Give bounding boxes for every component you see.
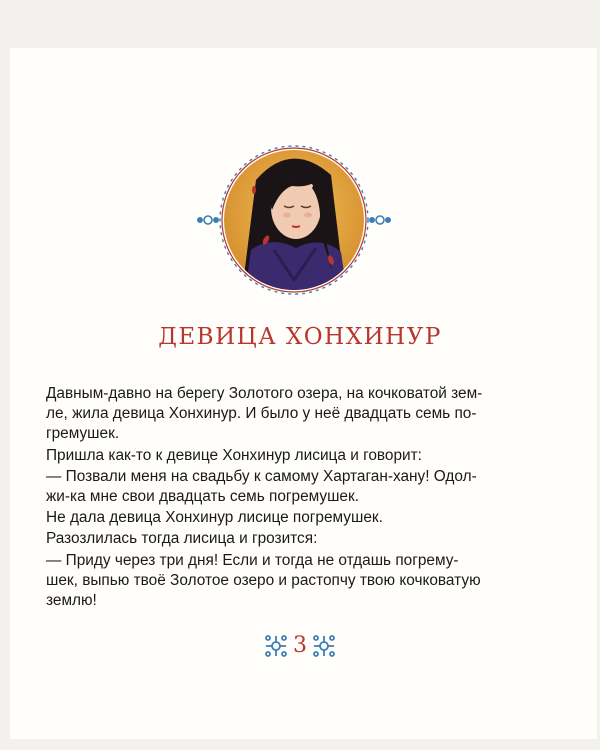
paragraph: Не дала девица Хонхинур лисице погремушек. <box>46 509 383 527</box>
story-title: ДЕВИЦА ХОНХИНУР <box>158 324 442 350</box>
paragraph: Разозлилась тогда лисица и грозится: <box>46 530 318 548</box>
paragraph: Давным-давно на берегу Золотого озера, на кочковатой зем- ле, жила девица Хонхинур. И было у неё двадцать семь по- гремушек. <box>46 385 483 443</box>
left-knot-ornament <box>198 216 218 224</box>
left-knot-icon <box>265 635 287 657</box>
page-number-block <box>0 633 600 658</box>
girl-portrait-medallion <box>196 140 392 300</box>
right-knot-ornament <box>370 216 390 224</box>
paragraph: — Позвали меня на свадьбу к самому Хартаган-хану! Одол- жи-ка мне свои двадцать семь погремушек. <box>46 467 477 506</box>
paragraph: Пришла как-то к девице Хонхинур лисица и говорит: <box>46 446 422 464</box>
page-number: 3 <box>293 633 307 658</box>
right-knot-icon <box>313 635 335 657</box>
story-body <box>46 384 554 612</box>
paragraph: — Приду через три дня! Если и тогда не отдашь погрему- шек, выпью твоё Золотое озеро и растопчу твою кочковатую землю! <box>46 551 481 610</box>
